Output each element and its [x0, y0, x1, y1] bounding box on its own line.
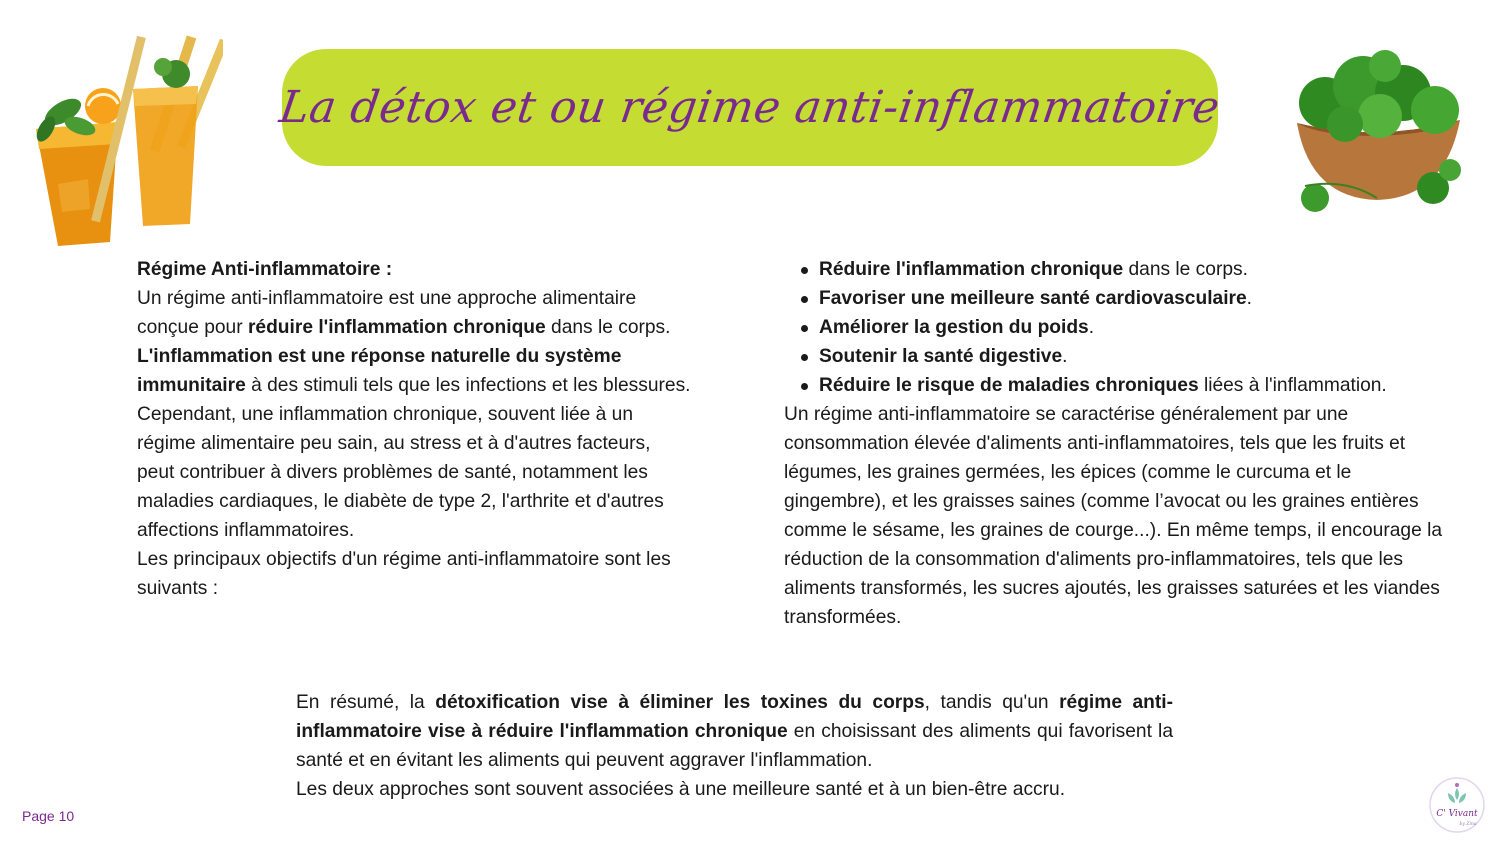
diet-characteristics-paragraph: Un régime anti-inflammatoire se caractérise généralement par une consommation élevée d'aliments anti-inflammatoires, tels que les fruits et légumes, les graines germées, les épices (comme le curcuma et le gingembre), et les graisses saines (comme l’avocat ou les graines entières comme le sésame, les graines de courge...). En même temps, il encourage la réduction de la consommation d'aliments pro-inflammatoires, tels que les aliments transformés, les sucres ajoutés, les graisses saturées et les viandes transformées. [784, 404, 1443, 628]
logo-sub-text: by Zina [1459, 822, 1477, 827]
left-column [137, 255, 693, 603]
page-title: La détox et ou régime anti-inflammatoire [276, 82, 1224, 133]
list-item: Favoriser une meilleure santé cardiovasculaire. [784, 284, 1444, 313]
list-item: Réduire l'inflammation chronique dans le corps. [784, 255, 1444, 284]
brand-logo [1428, 776, 1486, 834]
herb-bowl-illustration [1285, 48, 1470, 218]
right-column [784, 255, 1444, 632]
detox-drink-illustration [18, 34, 223, 249]
objectives-intro: Les principaux objectifs d'un régime anti-inflammatoire sont les suivants : [137, 549, 671, 599]
list-item: Améliorer la gestion du poids. [784, 313, 1444, 342]
inflammation-paragraph: L'inflammation est une réponse naturelle du système immunitaire à des stimuli tels que les infections et les blessures. Cependant, une inflammation chronique, souvent liée à un régime alimentaire peu sain, au stress et à d'autres facteurs, peut contribuer à divers problèmes de santé, notamment les maladies cardiaques, le diabète de type 2, l'arthrite et d'autres affections inflammatoires. [137, 346, 691, 541]
diet-heading: Régime Anti-inflammatoire : [137, 259, 393, 280]
summary-paragraph: En résumé, la détoxification vise à éliminer les toxines du corps, tandis qu'un régime anti-inflammatoire vise à réduire l'inflammation chronique en choisissant des aliments qui favorisent la santé et en évitant les aliments qui peuvent aggraver l'inflammation. [296, 692, 1173, 771]
objectives-list [784, 255, 1444, 400]
diet-intro: Un régime anti-inflammatoire est une approche alimentaire conçue pour réduire l'inflammation chronique dans le corps. [137, 288, 671, 338]
list-item: Soutenir la santé digestive. [784, 342, 1444, 371]
summary-conclusion: Les deux approches sont souvent associées à une meilleure santé et à un bien-être accru. [296, 779, 1066, 800]
page-number: Page 10 [22, 808, 75, 824]
summary-block [296, 688, 1173, 804]
logo-brand-text: C' Vivant [1436, 809, 1478, 819]
title-banner [276, 49, 1224, 166]
list-item: Réduire le risque de maladies chroniques liées à l'inflammation. [784, 371, 1444, 400]
